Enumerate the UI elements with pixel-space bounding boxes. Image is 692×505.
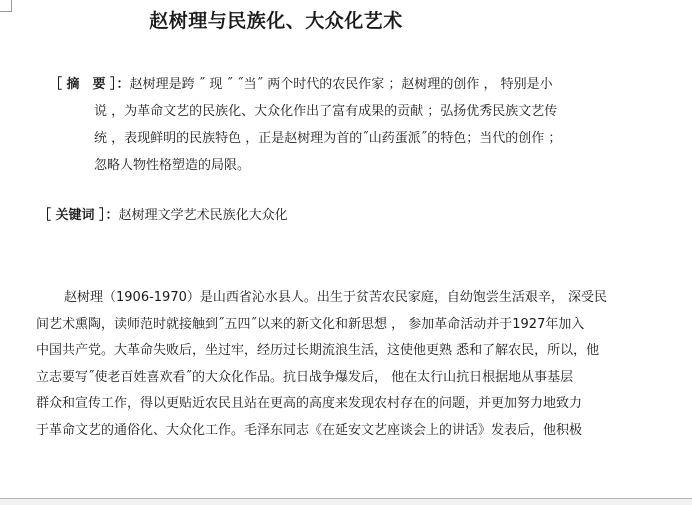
abstract-line-4: 忽略人物性格塑造的局限。 xyxy=(94,158,251,173)
body-line-3: 中国共产党。大革命失败后，坐过牢，经历过长期流浪生活，这使他更熟 悉和了解农民，所以，他 xyxy=(36,343,600,358)
body-line-2: 间艺术熏陶，读师范时就接触到˝五四˝以来的新文化和新思想 ， 参加革命活动并于1927年加入 xyxy=(36,316,585,332)
abstract-first-line xyxy=(49,71,619,98)
document-title: 赵树理与民族化、大众化艺术 xyxy=(149,10,403,32)
body-paragraph xyxy=(36,285,626,444)
keywords-section xyxy=(38,205,288,227)
body-line-5: 群众和宣传工作，得以更贴近农民且站在更高的高度来发现农村存在的问题，并更加努力地致力 xyxy=(36,396,583,411)
abstract-line-1: 赵树理是跨 ˝ 现 ˝ ˝当˝ 两个时代的农民作家 ；赵树理的创作 ， 特别是小 xyxy=(129,77,553,92)
keywords-text: 赵树理文学艺术民族化大众化 xyxy=(118,208,288,223)
abstract-line-3: 统 ，表现鲜明的民族特色 ，正是赵树理为首的˝山药蛋派˝的特色；当代的创作 ； xyxy=(94,131,562,146)
body-line-1: 赵树理（1906-1970）是山西省沁水县人。出生于贫苦农民家庭，自幼饱尝生活艰辛， 深受民 xyxy=(64,290,607,305)
keywords-label: ［ 关键词 ］： xyxy=(38,208,119,223)
page-bottom-edge xyxy=(0,498,692,505)
abstract-section xyxy=(49,71,619,179)
body-line-6: 于革命文艺的通俗化、大众化工作。毛泽东同志《在延安文艺座谈会上的讲话》发表后，他积极 xyxy=(36,422,583,438)
abstract-line-2: 说 ，为革命文艺的民族化、大众化作出了富有成果的贡献 ；弘扬优秀民族文艺传 xyxy=(94,104,558,119)
body-line-4: 立志要写˝使老百姓喜欢看˝的大众化作品。抗日战争爆发后， 他在太行山抗日根据地从事基层 xyxy=(36,369,574,385)
abstract-label: ［ 摘 要 ］： xyxy=(49,77,130,92)
